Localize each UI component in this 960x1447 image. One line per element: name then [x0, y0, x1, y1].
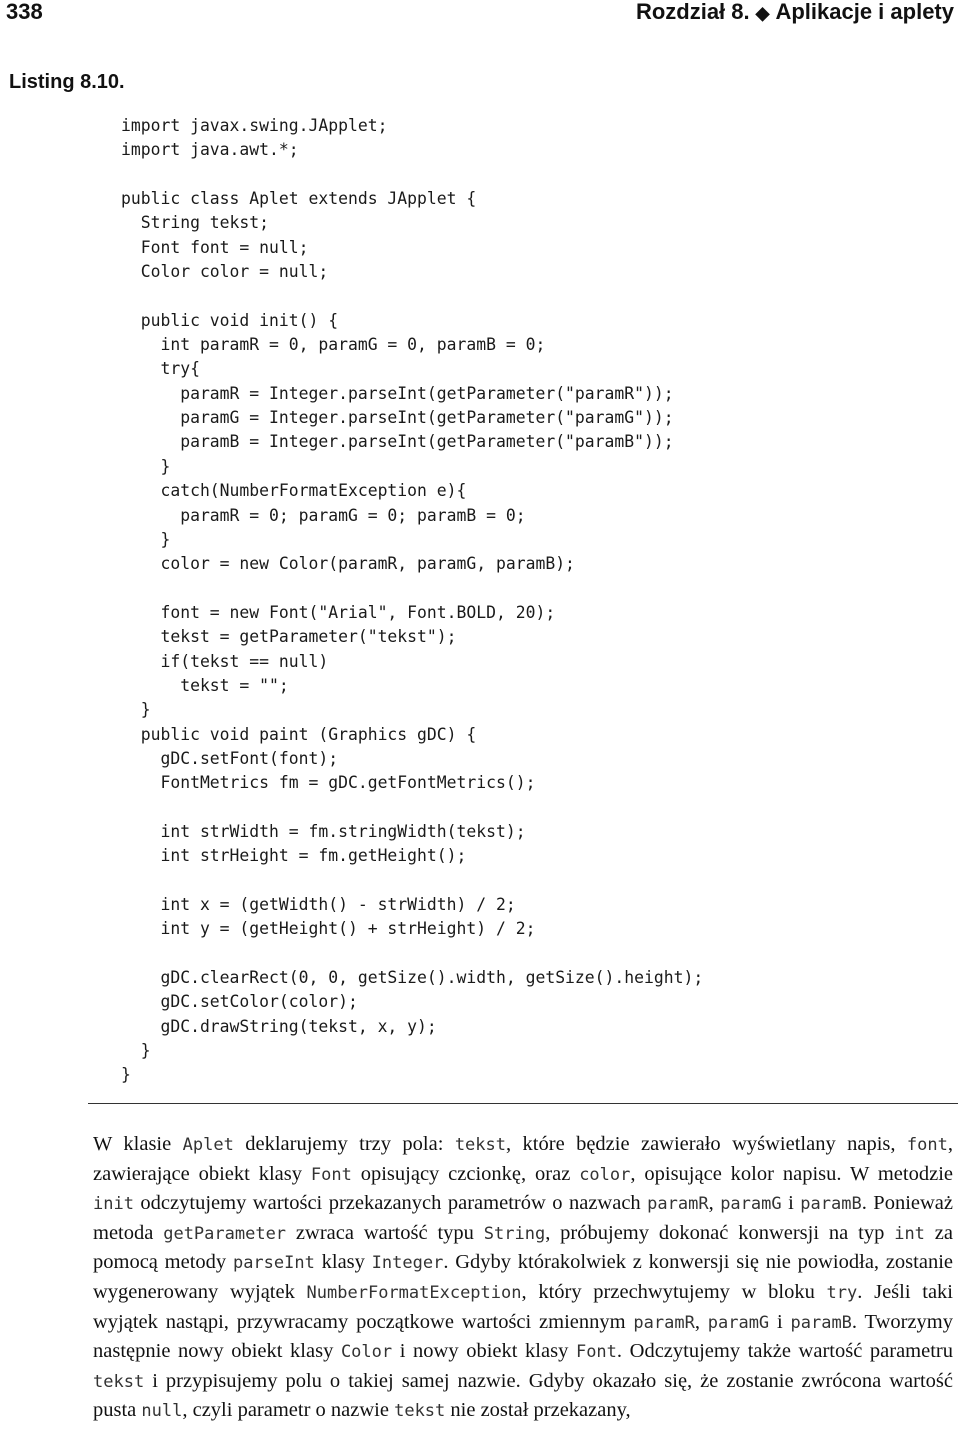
inline-code: tekst — [394, 1401, 446, 1422]
inline-code: color — [579, 1164, 631, 1185]
inline-code: font — [906, 1135, 948, 1155]
code-line: } — [121, 1065, 131, 1085]
code-line: int paramR = 0, paramG = 0, paramB = 0; — [121, 335, 546, 355]
inline-code: Aplet — [182, 1135, 234, 1155]
page-number: 338 — [6, 0, 43, 24]
code-line: try{ — [121, 359, 200, 379]
code-line: paramG = Integer.parseInt(getParameter("paramG")); — [121, 408, 674, 428]
code-line: int y = (getHeight() + strHeight) / 2; — [121, 919, 536, 939]
inline-code: tekst — [93, 1371, 145, 1392]
code-line: int strWidth = fm.stringWidth(tekst); — [121, 821, 526, 841]
code-line: tekst = ""; — [121, 675, 289, 695]
text-run: nie został przekazany, — [445, 1399, 631, 1422]
text-run: odczytujemy wartości przekazanych parametrów o nazwach — [133, 1192, 648, 1215]
code-line: Color color = null; — [121, 262, 329, 282]
chapter-label: Rozdział 8. — [635, 0, 750, 24]
inline-code: Font — [575, 1342, 617, 1363]
listing-caption: Listing 8.10. — [9, 71, 125, 93]
text-run: i przypisujemy polu o takiej samej nazwie. Gdyby okazało się, że zostanie zwrócona wartość pusta — [93, 1369, 953, 1422]
code-line: } — [121, 456, 171, 476]
code-line: } — [121, 529, 171, 549]
text-run: . Odczytujemy także wartość parametru — [616, 1340, 954, 1363]
diamond-icon: ◆ — [755, 3, 770, 23]
text-run: , który przechwytujemy w bloku — [521, 1280, 827, 1303]
text-run: za pomocą metody — [93, 1221, 953, 1274]
inline-code: paramB — [800, 1194, 862, 1215]
code-line: catch(NumberFormatException e){ — [121, 481, 467, 501]
code-line: color = new Color(paramR, paramG, paramB); — [121, 554, 575, 574]
text-run: . Ponieważ metoda — [93, 1192, 953, 1244]
text-run: , opisujące kolor napisu. W metodzie — [630, 1162, 953, 1185]
inline-code: paramR — [633, 1312, 695, 1333]
code-line: tekst = getParameter("tekst"); — [121, 627, 457, 647]
text-run: , próbujemy dokonać konwersji na typ — [545, 1221, 895, 1244]
code-line: int strHeight = fm.getHeight(); — [121, 846, 467, 866]
code-line — [121, 577, 703, 601]
text-run: i — [769, 1310, 791, 1333]
code-line: public void init() { — [121, 310, 339, 330]
code-line: gDC.setColor(color); — [121, 992, 358, 1012]
code-line: if(tekst == null) — [121, 651, 329, 671]
code-line: public void paint (Graphics gDC) { — [121, 724, 477, 744]
code-line — [121, 796, 703, 820]
inline-code: Integer — [371, 1253, 444, 1274]
inline-code: getParameter — [163, 1223, 287, 1244]
code-line: } — [121, 700, 151, 720]
code-line — [121, 284, 703, 308]
text-run: . Jeśli taki wyjątek nastąpi, przywracamy początkowe wartości zmiennym — [93, 1280, 953, 1333]
code-line: Font font = null; — [121, 237, 309, 257]
text-run: , które będzie zawierało wyświetlany napis, — [506, 1133, 907, 1155]
code-line — [121, 869, 703, 893]
inline-code: paramB — [790, 1312, 852, 1333]
code-line: int x = (getWidth() - strWidth) / 2; — [121, 895, 516, 914]
code-line: paramR = 0; paramG = 0; paramB = 0; — [121, 505, 526, 525]
code-line: } — [121, 1041, 151, 1061]
code-line: gDC.setFont(font); — [121, 748, 339, 768]
section-label: Aplikacje i aplety — [775, 0, 954, 24]
text-run: i — [781, 1192, 801, 1215]
code-line: import javax.swing.JApplet; — [121, 116, 388, 135]
code-line: paramB = Integer.parseInt(getParameter("paramB")); — [121, 432, 674, 452]
code-line: gDC.clearRect(0, 0, getSize().width, getSize().height); — [121, 968, 704, 988]
running-head — [636, 0, 954, 25]
code-line: import java.awt.*; — [121, 140, 299, 160]
inline-code: int — [894, 1223, 925, 1244]
text-run: . Gdyby którakolwiek z konwersji się nie powiodła, zostanie wygenerowany wyjątek — [93, 1251, 953, 1303]
code-line: String tekst; — [121, 213, 270, 233]
body-paragraph — [93, 1130, 953, 1426]
page-header — [0, 0, 960, 42]
text-run: , czyli parametr o nazwie — [182, 1399, 395, 1422]
code-line — [121, 163, 703, 187]
text-run: opisujący czcionkę, oraz — [351, 1162, 580, 1185]
code-line: public class Aplet extends JApplet { — [121, 189, 477, 209]
text-run: zwraca wartość typu — [286, 1221, 484, 1244]
text-run: . Tworzymy następnie nowy obiekt klasy — [93, 1310, 954, 1363]
text-run: , zawierające obiekt klasy — [93, 1133, 953, 1185]
code-line: font = new Font("Arial", Font.BOLD, 20); — [121, 602, 556, 622]
code-line — [121, 942, 703, 966]
text-run: , — [708, 1192, 721, 1215]
code-listing — [121, 114, 703, 1088]
code-line: paramR = Integer.parseInt(getParameter("paramR")); — [121, 383, 674, 403]
inline-code: parseInt — [232, 1253, 315, 1274]
text-run: deklarujemy trzy pola: — [233, 1133, 455, 1155]
inline-code: null — [141, 1401, 183, 1422]
inline-code: Font — [310, 1164, 352, 1185]
inline-code: NumberFormatException — [306, 1282, 522, 1303]
divider — [88, 1103, 958, 1104]
code-line: FontMetrics fm = gDC.getFontMetrics(); — [121, 773, 536, 793]
code-line: gDC.drawString(tekst, x, y); — [121, 1016, 437, 1036]
text-run: klasy — [314, 1251, 372, 1274]
inline-code: tekst — [454, 1135, 506, 1155]
text-run: , — [694, 1310, 708, 1333]
inline-code: String — [483, 1223, 546, 1244]
text-run: i nowy obiekt klasy — [392, 1340, 576, 1363]
inline-code: init — [93, 1194, 134, 1215]
inline-code: paramR — [647, 1194, 709, 1215]
text-run: W klasie — [93, 1133, 183, 1155]
inline-code: try — [826, 1282, 858, 1303]
inline-code: Color — [340, 1342, 393, 1363]
inline-code: paramG — [707, 1312, 770, 1333]
inline-code: paramG — [720, 1194, 782, 1215]
